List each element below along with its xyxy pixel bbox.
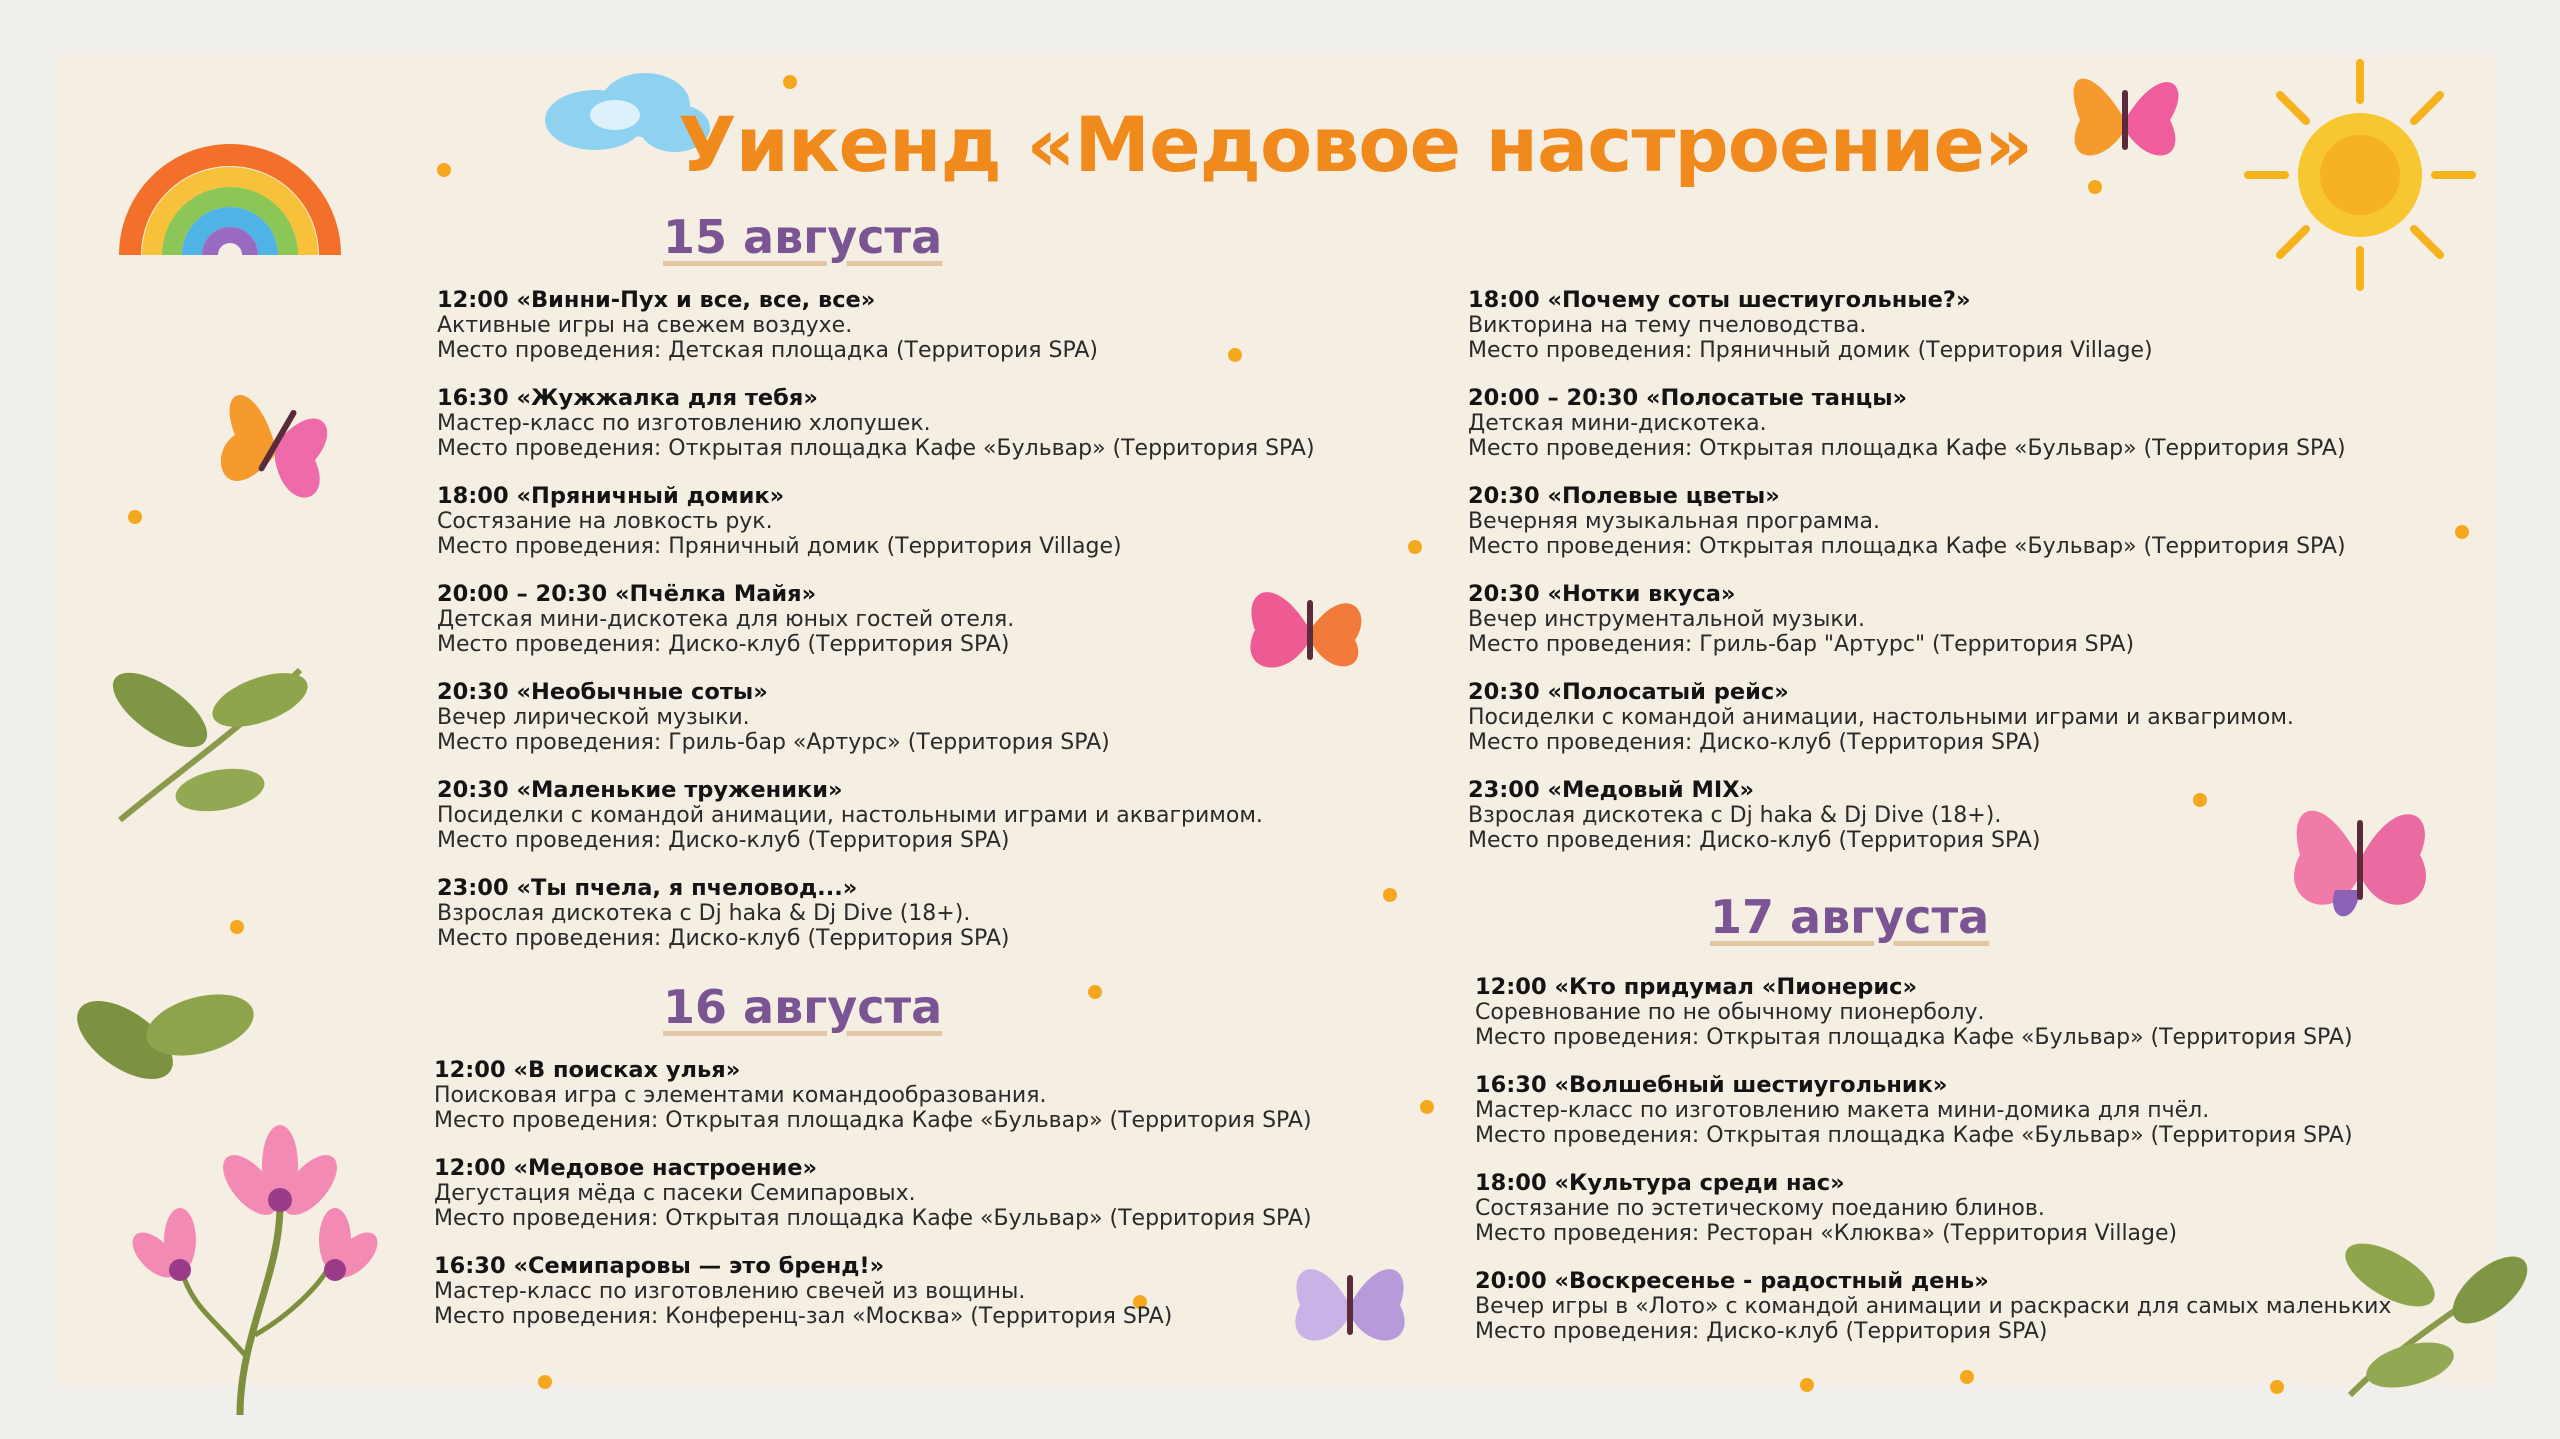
event-place: Место проведения: Гриль-бар «Артурс» (Территория SPA) [437,730,1110,755]
event-place: Место проведения: Диско-клуб (Территория SPA) [1468,730,2041,755]
event-place: Место проведения: Пряничный домик (Территория Village) [437,534,1122,559]
event-place: Место проведения: Открытая площадка Кафе «Бульвар» (Территория SPA) [434,1108,1312,1133]
event-title: 20:00 «Воскресенье - радостный день» [1475,1268,1989,1294]
event-item [1475,1171,2391,1246]
decor-dot [783,75,797,89]
decor-dot [1420,1100,1434,1114]
decor-dot [230,920,244,934]
event-title: 20:30 «Полевые цветы» [1468,483,1780,509]
event-item [1475,975,2391,1050]
event-title: 20:30 «Маленькие труженики» [437,777,843,803]
event-desc: Мастер-класс по изготовлению макета мини-домика для пчёл. [1475,1098,2210,1123]
event-desc: Детская мини-дискотека. [1468,411,1767,436]
event-item [437,778,1315,853]
event-title: 16:30 «Волшебный шестиугольник» [1475,1072,1948,1098]
event-item [437,876,1315,951]
event-title: 23:00 «Медовый MIX» [1468,777,1755,803]
event-title: 18:00 «Почему соты шестиугольные?» [1468,287,1971,313]
event-place: Место проведения: Диско-клуб (Территория SPA) [437,926,1010,951]
leaf-branch-icon [65,975,255,1095]
event-title: 16:30 «Жужжалка для тебя» [437,385,818,411]
event-item [437,288,1315,363]
event-item [1468,386,2346,461]
schedule-day15-right [1468,288,2346,876]
schedule-day16 [434,1058,1312,1352]
event-desc: Поисковая игра с элементами командообразования. [434,1083,1047,1108]
event-place: Место проведения: Диско-клуб (Территория SPA) [1468,828,2041,853]
event-place: Место проведения: Открытая площадка Кафе «Бульвар» (Территория SPA) [437,436,1315,461]
event-item [1475,1269,2391,1344]
event-desc: Соревнование по не обычному пионерболу. [1475,1000,1985,1025]
event-item [434,1058,1312,1133]
decor-dot [1800,1378,1814,1392]
event-title: 12:00 «Винни-Пух и все, все, все» [437,287,876,313]
event-place: Место проведения: Пряничный домик (Территория Village) [1468,338,2153,363]
event-place: Место проведения: Открытая площадка Кафе «Бульвар» (Территория SPA) [1475,1025,2353,1050]
event-desc: Взрослая дискотека с Dj haka & Dj Dive (18+). [437,901,971,926]
event-desc: Состязание по эстетическому поеданию блинов. [1475,1196,2045,1221]
event-item [437,386,1315,461]
event-desc: Дегустация мёда с пасеки Семипаровых. [434,1181,916,1206]
event-desc: Вечер лирической музыки. [437,705,750,730]
leaf-branch-icon [100,650,310,830]
event-title: 16:30 «Семипаровы — это бренд!» [434,1253,885,1279]
schedule-day17 [1475,975,2391,1367]
event-item [1468,582,2346,657]
event-item [1475,1073,2391,1148]
event-place: Место проведения: Диско-клуб (Территория SPA) [437,632,1010,657]
event-place: Место проведения: Детская площадка (Территория SPA) [437,338,1098,363]
decor-dot [2270,1380,2284,1394]
event-place: Место проведения: Ресторан «Клюква» (Территория Village) [1475,1221,2178,1246]
event-item [437,680,1315,755]
event-place: Место проведения: Конференц-зал «Москва» (Территория SPA) [434,1304,1173,1329]
event-title: 20:30 «Нотки вкуса» [1468,581,1736,607]
decor-dot [128,510,142,524]
event-place: Место проведения: Диско-клуб (Территория SPA) [1475,1319,2048,1344]
day-heading-16: 16 августа [663,980,943,1034]
day-heading-15: 15 августа [663,210,943,264]
event-title: 18:00 «Культура среди нас» [1475,1170,1845,1196]
event-desc: Мастер-класс по изготовлению свечей из вощины. [434,1279,1026,1304]
day-heading-17: 17 августа [1710,890,1990,944]
decor-dot [538,1375,552,1389]
flower-icon [130,1115,370,1425]
event-place: Место проведения: Открытая площадка Кафе «Бульвар» (Территория SPA) [1468,436,2346,461]
event-item [1468,778,2346,853]
event-place: Место проведения: Открытая площадка Кафе «Бульвар» (Территория SPA) [434,1206,1312,1231]
decor-dot [1408,540,1422,554]
decor-dot [2455,525,2469,539]
decor-dot [1960,1370,1974,1384]
event-place: Место проведения: Гриль-бар "Артурс" (Территория SPA) [1468,632,2135,657]
event-title: 20:00 – 20:30 «Полосатые танцы» [1468,385,1908,411]
event-desc: Посиделки с командой анимации, настольными играми и аквагримом. [1468,705,2294,730]
event-desc: Взрослая дискотека с Dj haka & Dj Dive (18+). [1468,803,2002,828]
decor-dot [1383,888,1397,902]
butterfly-icon [195,365,355,525]
event-title: 20:00 – 20:30 «Пчёлка Майя» [437,581,817,607]
event-item [437,484,1315,559]
event-title: 23:00 «Ты пчела, я пчеловод...» [437,875,858,901]
event-desc: Детская мини-дискотека для юных гостей отеля. [437,607,1015,632]
event-desc: Вечер игры в «Лото» с командой анимации и раскраски для самых маленьких [1475,1294,2392,1319]
page-title: Уикенд «Медовое настроение» [678,100,2032,189]
event-title: 20:30 «Полосатый рейс» [1468,679,1789,705]
event-title: 18:00 «Пряничный домик» [437,483,785,509]
event-title: 20:30 «Необычные соты» [437,679,768,705]
event-title: 12:00 «Кто придумал «Пионерис» [1475,974,1917,1000]
event-place: Место проведения: Открытая площадка Кафе «Бульвар» (Территория SPA) [1475,1123,2353,1148]
event-item [1468,484,2346,559]
event-title: 12:00 «Медовое настроение» [434,1155,818,1181]
event-item [434,1254,1312,1329]
event-item [434,1156,1312,1231]
event-desc: Вечер инструментальной музыки. [1468,607,1865,632]
event-desc: Викторина на тему пчеловодства. [1468,313,1867,338]
event-item [437,582,1315,657]
event-place: Место проведения: Диско-клуб (Территория SPA) [437,828,1010,853]
decor-dot [1088,985,1102,999]
event-title: 12:00 «В поисках улья» [434,1057,741,1083]
event-item [1468,680,2346,755]
schedule-day15-left [437,288,1315,974]
event-place: Место проведения: Открытая площадка Кафе «Бульвар» (Территория SPA) [1468,534,2346,559]
event-item [1468,288,2346,363]
event-desc: Посиделки с командой анимации, настольными играми и аквагримом. [437,803,1263,828]
event-desc: Мастер-класс по изготовлению хлопушек. [437,411,931,436]
event-desc: Активные игры на свежем воздухе. [437,313,853,338]
event-desc: Состязание на ловкость рук. [437,509,773,534]
event-desc: Вечерняя музыкальная программа. [1468,509,1881,534]
